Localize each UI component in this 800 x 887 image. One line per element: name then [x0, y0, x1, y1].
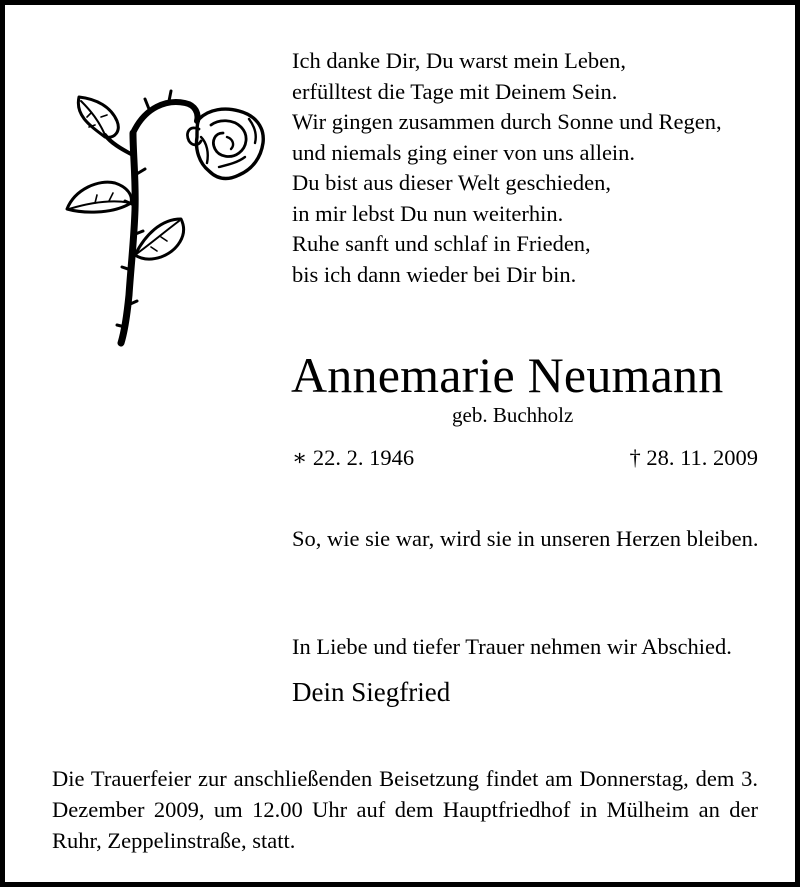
death-date: † 28. 11. 2009	[629, 445, 758, 470]
birth-date: ∗ 22. 2. 1946	[292, 445, 415, 470]
rose-icon	[49, 85, 289, 355]
poem-line: Du bist aus dieser Welt geschieden,	[292, 170, 611, 195]
memorial-quote: So, wie sie war, wird sie in unseren Herzen bleiben.	[292, 526, 759, 551]
farewell-text: In Liebe und tiefer Trauer nehmen wir Abschied.	[292, 634, 732, 659]
poem-line: Wir gingen zusammen durch Sonne und Regen,	[292, 109, 722, 134]
poem-line: Ruhe sanft und schlaf in Frieden,	[292, 231, 591, 256]
maiden-name: geb. Buchholz	[452, 403, 574, 427]
signature: Dein Siegfried	[292, 677, 451, 707]
deceased-name: Annemarie Neumann	[291, 347, 724, 403]
life-dates	[292, 443, 758, 473]
poem-line: und niemals ging einer von uns allein.	[292, 139, 636, 165]
poem-line: in mir lebst Du nun weiterhin.	[292, 200, 564, 226]
poem-line: bis ich dann wieder bei Dir bin.	[292, 261, 577, 287]
poem-line: Ich danke Dir, Du warst mein Leben,	[292, 48, 626, 73]
funeral-notice: Die Trauerfeier zur anschließenden Beisetzung findet am Donnerstag, dem 3. Dezember 2009, um 12.00 Uhr auf dem Hauptfriedhof in Mülheim an der Ruhr, Zeppelinstraße, statt.	[52, 766, 758, 853]
poem	[292, 46, 772, 290]
poem-line: erfülltest die Tage mit Deinem Sein.	[292, 78, 618, 104]
